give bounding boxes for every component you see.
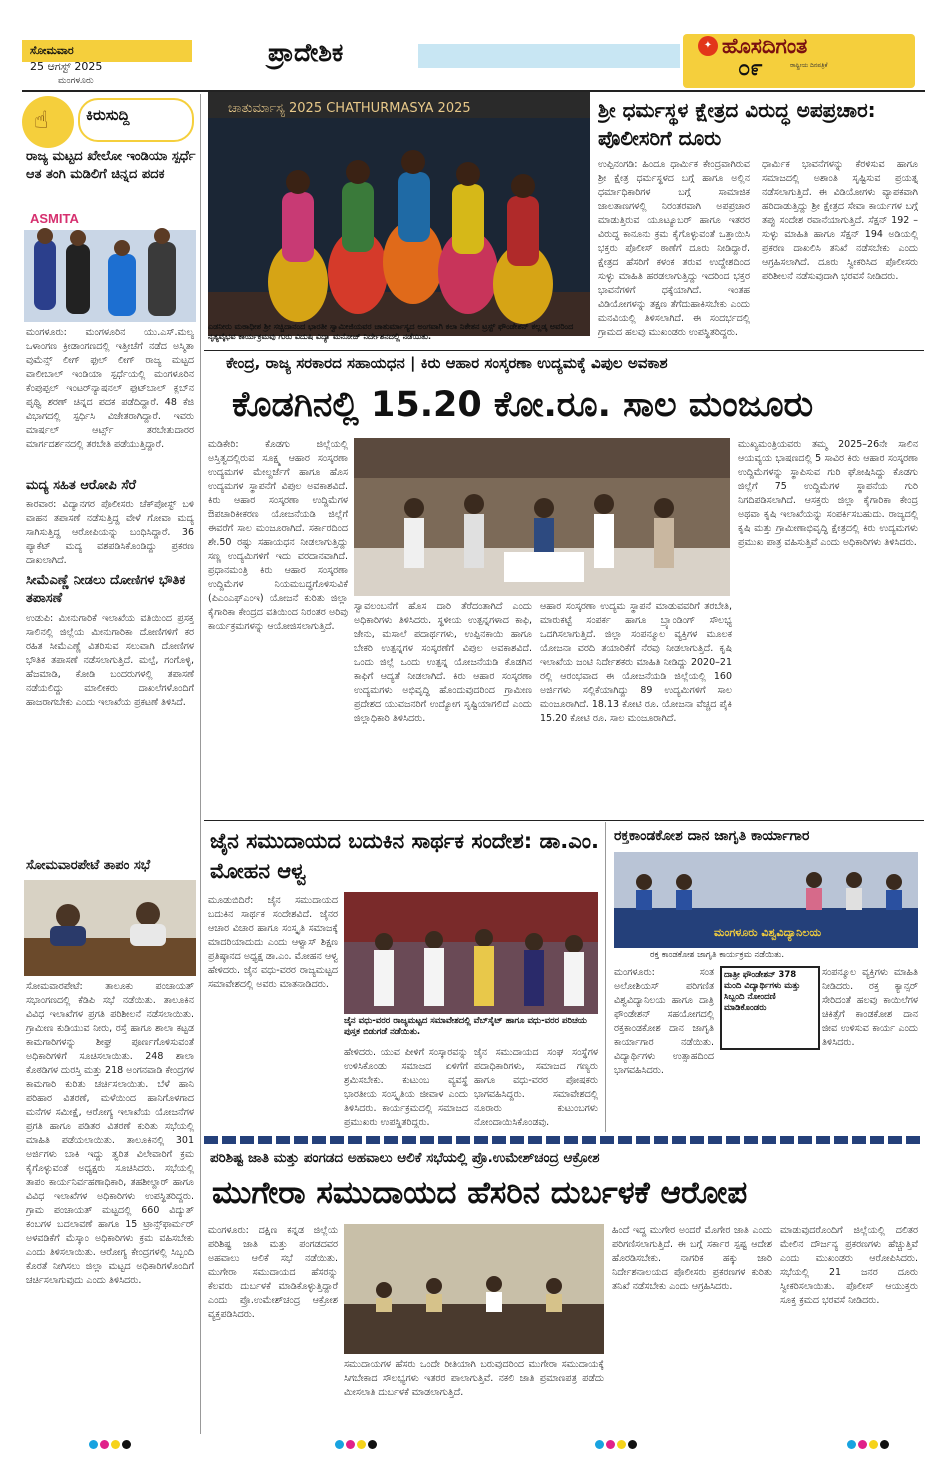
main-col2: ಸ್ವಾವಲಂಬನೆಗೆ ಹೊಸ ದಾರಿ ತೆರೆದಂತಾಗಿದೆ ಎಂದು ಅಧಿಕಾರಿಗಳು ತಿಳಿಸಿದರು. ಸ್ಥಳೀಯ ಉತ್ಪನ್ನಗಳಾದ ಕಾಫಿ, ಜೇನು, ಮಸಾಲೆ ಪದಾರ್ಥಗಳು, ಉಪ್ಪಿನಕಾಯಿ ಹಾಗೂ ಬೇಕರಿ ಉತ್ಪನ್ನಗಳ ಸಂಸ್ಕರಣೆಗೆ ವಿಪುಲ ಅವಕಾಶವಿದೆ. ಒಂದು ಜಿಲ್ಲೆ ಒಂದು ಉತ್ಪನ್ನ ಯೋಜನೆಯಡಿ ಕೊಡಗಿನ ಕಾಫಿಗೆ ಆದ್ಯತೆ ನೀಡಲಾಗಿದೆ. ಕಿರು ಆಹಾರ ಸಂಸ್ಕರಣಾ ಉದ್ಯಮಗಳು ಅಭಿವೃದ್ಧಿ ಹೊಂದುವುದರಿಂದ ಗ್ರಾಮೀಣ ಪ್ರದೇಶದ ಯುವಜನರಿಗೆ ಉದ್ಯೋಗ ಸೃಷ್ಟಿಯಾಗಲಿದೆ ಎಂದು ಜಿಲ್ಲಾಧಿಕಾರಿ ತಿಳಿಸಿದರು. <box>354 601 532 724</box>
registration-marks-right <box>846 1434 890 1453</box>
jain-col1: ಮೂಡುಬಿದಿರೆ: ಜೈನ ಸಮುದಾಯದ ಬದುಕಿನ ಸಾರ್ಥಕ ಸಂದೇಶವಿದೆ. ಜೈನರ ಆಚಾರ ವಿಚಾರ ಹಾಗೂ ಸಂಸ್ಕೃತಿ ಸಮಾಜಕ್ಕೆ ಮಾದರಿಯಾದುದು ಎಂದು ಆಳ್ವಾಸ್ ಶಿಕ್ಷಣ ಪ್ರತಿಷ್ಠಾನದ ಅಧ್ಯಕ್ಷ ಡಾ.ಎಂ. ಮೋಹನ ಆಳ್ವ ಹೇಳಿದರು. ಜೈನ ವಧು-ವರರ ರಾಜ್ಯಮಟ್ಟದ ಸಮಾವೇಶದಲ್ಲಿ ಅವರು ಮಾತನಾಡಿದರು. <box>208 895 338 990</box>
bottom-col2: ಸಮುದಾಯಗಳ ಹೆಸರು ಒಂದೇ ರೀತಿಯಾಗಿ ಬರುವುದರಿಂದ ಮುಗೇರಾ ಸಮುದಾಯಕ್ಕೆ ಸಿಗಬೇಕಾದ ಸೌಲಭ್ಯಗಳು ಇತರರ ಪಾಲಾಗುತ್ತಿವೆ. ನಕಲಿ ಜಾತಿ ಪ್ರಮಾಣಪತ್ರ ಪಡೆದು ಮೀಸಲಾತಿ ದುರ್ಬಳಕೆ ಮಾಡಲಾಗುತ್ತಿದೆ. <box>344 1359 604 1398</box>
main-headline: ಕೊಡಗಿನಲ್ಲಿ 15.20 ಕೋ.ರೂ. ಸಾಲ ಮಂಜೂರು <box>232 385 814 425</box>
main-col1: ಮಡಿಕೇರಿ: ಕೊಡಗು ಜಿಲ್ಲೆಯಲ್ಲಿ ಅಸ್ತಿತ್ವದಲ್ಲಿರುವ ಸೂಕ್ಷ್ಮ ಆಹಾರ ಸಂಸ್ಕರಣಾ ಉದ್ಯಮಗಳ ಮೇಲ್ದರ್ಜೆಗೆ ಹಾಗೂ ಹೊಸ ಉದ್ಯಮಗಳ ಸ್ಥಾಪನೆಗೆ ವಿಪುಲ ಅವಕಾಶವಿದೆ. ಕಿರು ಆಹಾರ ಸಂಸ್ಕರಣಾ ಉದ್ದಿಮೆಗಳ ಔಪಚಾರಿಕೀಕರಣ ಯೋಜನೆಯಡಿ ಜಿಲ್ಲೆಗೆ ಈವರೆಗೆ ಸಾಲ ಮಂಜೂರಾಗಿದೆ. ಸರ್ಕಾರದಿಂದ ಶೇ.50 ರಷ್ಟು ಸಹಾಯಧನ ನೀಡಲಾಗುತ್ತಿದ್ದು ಸಣ್ಣ ಉದ್ಯಮಿಗಳಿಗೆ ಇದು ವರದಾನವಾಗಿದೆ. ಪ್ರಧಾನಮಂತ್ರಿ ಕಿರು ಆಹಾರ ಸಂಸ್ಕರಣಾ ಉದ್ದಿಮೆಗಳ ನಿಯಮಬದ್ಧಗೊಳಿಸುವಿಕೆ (ಪಿಎಂಎಫ್‌ಎಂಇ) ಯೋಜನೆ ಕುರಿತು ಜಿಲ್ಲಾ ಕೈಗಾರಿಕಾ ಕೇಂದ್ರದ ವತಿಯಿಂದ ನಿರಂತರ ಅರಿವು ಕಾರ್ಯಕ್ರಮಗಳನ್ನು ಆಯೋಜಿಸಲಾಗುತ್ತಿದೆ. <box>208 439 348 632</box>
asmita-banner: ASMITA <box>30 211 79 226</box>
bottom-col4: ಮಾಡುವುದರೊಂದಿಗೆ ಜಿಲ್ಲೆಯಲ್ಲಿ ದಲಿತರ ಮೇಲಿನ ದೌರ್ಜನ್ಯ ಪ್ರಕರಣಗಳು ಹೆಚ್ಚುತ್ತಿವೆ ಎಂದು ಮುಖಂಡರು ಆರೋಪಿಸಿದರು. ಸಭೆಯಲ್ಲಿ 21 ಜನರ ದೂರು ಸ್ವೀಕರಿಸಲಾಯಿತು. ಪೊಲೀಸ್ ಆಯುಕ್ತರು ಸೂಕ್ತ ಕ್ರಮದ ಭರವಸೆ ನೀಡಿದರು. <box>780 1225 918 1306</box>
sports-photo-art <box>24 206 196 322</box>
pointing-hand-icon: ☝ <box>34 106 49 134</box>
jain-title: ಜೈನ ಸಮುದಾಯದ ಬದುಕಿನ ಸಾರ್ಥಕ ಸಂದೇಶ: ಡಾ.ಎಂ. ಮೋಹನ ಆಳ್ವ <box>210 829 599 883</box>
rule-2 <box>204 820 924 821</box>
col-divider-mid <box>605 822 606 1132</box>
rule-1 <box>204 350 924 351</box>
workshop-photo <box>614 852 918 948</box>
sc-st-meeting-photo <box>344 1224 604 1354</box>
page-number: ೦೯ <box>738 56 763 81</box>
brief-body-liquor: ಕಾರವಾರ: ವಿದ್ಯಾನಗರ ಪೊಲೀಸರು ಚೆಕ್‌ಪೋಸ್ಟ್ ಬಳಿ ವಾಹನ ತಪಾಸಣೆ ನಡೆಸುತ್ತಿದ್ದ ವೇಳೆ ಗೋವಾ ಮದ್ಯ ಸಾಗಿಸುತ್ತಿದ್ದ ಆರೋಪಿಯನ್ನು ಬಂಧಿಸಿದ್ದಾರೆ. 36 ಪ್ಯಾಕೆಟ್ ಮದ್ಯ ವಶಪಡಿಸಿಕೊಂಡಿದ್ದು ಪ್ರಕರಣ ದಾಖಲಾಗಿದೆ. <box>26 499 194 566</box>
workshop-photo-art <box>614 852 918 948</box>
dance-caption: ಎಡನೀರು ಮಠಾಧೀಶ ಶ್ರೀ ಸಚ್ಚಿದಾನಂದ ಭಾರತೀ ಸ್ವಾಮೀಜಿಯವರ ಚಾತುರ್ಮಾಸ್ಯದ ಅಂಗವಾಗಿ ಕಲಾ ನಿಕೇತನ ಟ್ರಸ್ಟ್ ಫೌಂಡೇಶನ್ ಕಲ್ಲಡ್ಕ ಅವರಿಂದ ನೃತ್ಯವೈಭವ ಕಾರ್ಯಕ್ರಮವು ಗುರು ವಿದುಷಿ ವಿದ್ಯಾ ಮನೋಜ್ ನಿರ್ದೇಶನದಲ್ಲಿ ನಡೆಯಿತು. <box>208 322 574 341</box>
registration-marks-left <box>88 1434 132 1453</box>
jain-photo-art <box>344 892 598 1014</box>
brief-title-liquor: ಮದ್ಯ ಸಹಿತ ಆರೋಪಿ ಸೆರೆ <box>26 478 137 493</box>
sc-st-meeting-photo-art <box>344 1224 604 1354</box>
dance-photo <box>208 92 590 336</box>
blood-title: ರಕ್ತಕಾಂಡಕೋಶ ದಾನ ಜಾಗೃತಿ ಕಾರ್ಯಾಗಾರ <box>614 828 810 844</box>
registration-marks-center <box>334 1434 378 1453</box>
meeting-photo <box>24 880 196 976</box>
jain-col2: ಹೇಳಿದರು. ಯುವ ಪೀಳಿಗೆ ಸಂಸ್ಕಾರವನ್ನು ಉಳಿಸಿಕೊಂಡು ಸಮಾಜದ ಏಳಿಗೆಗೆ ಶ್ರಮಿಸಬೇಕು. ಕುಟುಂಬ ವ್ಯವಸ್ಥೆ ಭಾರತೀಯ ಸಂಸ್ಕೃತಿಯ ಜೀವಾಳ ಎಂದು ತಿಳಿಸಿದರು. ಕಾರ್ಯಕ್ರಮದಲ್ಲಿ ಸಮಾಜದ ಪ್ರಮುಖರು ಉಪಸ್ಥಿತರಿದ್ದರು. <box>344 1047 468 1128</box>
bottom-stripe <box>204 1136 924 1144</box>
sidebar-brand: ಕಿರುಸುದ್ದಿ <box>86 106 130 124</box>
blood-caption: ರಕ್ತ ಕಾಂಡಕೋಶ ಜಾಗೃತಿ ಕಾರ್ಯಕ್ರಮ ನಡೆಯಿತು. <box>650 950 785 960</box>
issue-date: 25 ಆಗಸ್ಟ್ 2025 <box>30 60 103 73</box>
expo-photo-art <box>354 438 730 596</box>
main-kicker: ಕೇಂದ್ರ, ರಾಜ್ಯ ಸರಕಾರದ ಸಹಾಯಧನ | ಕಿರು ಆಹಾರ ಸಂಸ್ಕರಣಾ ಉದ್ಯಮಕ್ಕೆ ವಿಪುಲ ಅವಕಾಶ <box>226 354 668 372</box>
brief-title-kerosene: ಸೀಮೆಎಣ್ಣೆ ನೀಡಲು ದೋಣಿಗಳ ಭೌತಿಕ ತಪಾಸಣೆ <box>26 573 186 606</box>
blood-col3: ಸಂಪನ್ಮೂಲ ವ್ಯಕ್ತಿಗಳು ಮಾಹಿತಿ ನೀಡಿದರು. ರಕ್ತ ಕ್ಯಾನ್ಸರ್ ಸೇರಿದಂತೆ ಹಲವು ಕಾಯಿಲೆಗಳ ಚಿಕಿತ್ಸೆಗೆ ಕಾಂಡಕೋಶ ದಾನ ಜೀವ ಉಳಿಸುವ ಕಾರ್ಯ ಎಂದು ತಿಳಿಸಿದರು. <box>822 967 918 1048</box>
issue-city: ಮಂಗಳೂರು <box>58 76 94 86</box>
brief-body-games: ಮಂಗಳೂರು: ಮಂಗಳೂರಿನ ಯು.ಎಸ್.ಮಲ್ಯ ಒಳಾಂಗಣ ಕ್ರೀಡಾಂಗಣದಲ್ಲಿ ಇತ್ತೀಚೆಗೆ ನಡೆದ ಅಸ್ಮಿತಾ ವುಮೆನ್ಸ್ ಲೀಗ್ ಫುಲ್ ಲೀಗ್ ರಾಜ್ಯ ಮಟ್ಟದ ವಾಲೀಬಾಲ್ ಇಂಡಿಯಾ ಸ್ಪರ್ಧೆಯಲ್ಲಿ ಮಂಗಳೂರಿನ ಕೆಂಪುಪ್ಪಲ್ ಇಂಟರ್‌ನ್ಯಾಷನಲ್ ಫುಟ್‌ಬಾಲ್ ಕ್ಲಬ್‌ನ ಪೃಥ್ವಿ ಶರಣ್ ಚಿನ್ನದ ಪದಕ ಪಡೆದಿದ್ದಾರೆ. 48 ಕೆಜಿ ವಿಭಾಗದಲ್ಲಿ ಸ್ಪರ್ಧಿಸಿ ವಿಜೇತರಾಗಿದ್ದಾರೆ. ಇವರು ಮಾರ್ಷಲ್ ಆರ್ಟ್ಸ್ ತರಬೇತುದಾರರ ಮಾರ್ಗದರ್ಶನದಲ್ಲಿ ತರಬೇತಿ ಪಡೆಯುತ್ತಿದ್ದಾರೆ. <box>26 327 194 450</box>
issue-day: ಸೋಮವಾರ <box>30 44 74 57</box>
bottom-col1: ಮಂಗಳೂರು: ದಕ್ಷಿಣ ಕನ್ನಡ ಜಿಲ್ಲೆಯ ಪರಿಶಿಷ್ಟ ಜಾತಿ ಮತ್ತು ಪಂಗಡದವರ ಅಹವಾಲು ಆಲಿಕೆ ಸಭೆ ನಡೆಯಿತು. ಮುಗೇರಾ ಸಮುದಾಯದ ಹೆಸರನ್ನು ಕೆಲವರು ದುರ್ಬಳಕೆ ಮಾಡಿಕೊಳ್ಳುತ್ತಿದ್ದಾರೆ ಎಂದು ಪ್ರೊ.ಉಮೇಶ್‌ಚಂದ್ರ ಆಕ್ರೋಶ ವ್ಯಕ್ತಪಡಿಸಿದರು. <box>208 1225 338 1320</box>
bottom-col3: ಹಿಂದೆ ಇದ್ದ ಮುಗೇರ ಅಂದರೆ ಮೊಗೇರ ಜಾತಿ ಎಂದು ಪರಿಗಣಿಸಲಾಗುತ್ತಿದೆ. ಈ ಬಗ್ಗೆ ಸರ್ಕಾರ ಸ್ಪಷ್ಟ ಆದೇಶ ಹೊರಡಿಸಬೇಕು. ನಾಗರಿಕ ಹಕ್ಕು ಜಾರಿ ನಿರ್ದೇಶನಾಲಯದ ಪೊಲೀಸರು ಪ್ರಕರಣಗಳ ಕುರಿತು ತನಿಖೆ ನಡೆಸಬೇಕು ಎಂದು ಆಗ್ರಹಿಸಿದರು. <box>612 1225 772 1292</box>
blood-highlight: ದಾತ್ರೀ ಫೌಂಡೇಶನ್ 378 ಮಂದಿ ವಿದ್ಯಾರ್ಥಿಗಳು ಮತ್ತು ಸಿಬ್ಬಂದಿ ನೋಂದಣಿ ಮಾಡಿಕೊಂಡರು <box>724 970 801 1013</box>
dharmasthala-col1: ಉಪ್ಪಿನಂಗಡಿ: ಹಿಂದೂ ಧಾರ್ಮಿಕ ಕೇಂದ್ರವಾಗಿರುವ ಶ್ರೀ ಕ್ಷೇತ್ರ ಧರ್ಮಸ್ಥಳದ ಬಗ್ಗೆ ಹಾಗೂ ಅಲ್ಲಿನ ಧರ್ಮಾಧಿಕಾರಿಗಳ ಬಗ್ಗೆ ಸಾಮಾಜಿಕ ಜಾಲತಾಣಗಳಲ್ಲಿ ನಿರಂತರವಾಗಿ ಅಪಪ್ರಚಾರ ಮಾಡುತ್ತಿರುವ ಯೂಟ್ಯೂಬರ್ ಹಾಗೂ ಇತರರ ವಿರುದ್ಧ ಕಾನೂನು ಕ್ರಮ ಕೈಗೊಳ್ಳುವಂತೆ ಒತ್ತಾಯಿಸಿ ಭಕ್ತರು ಪೊಲೀಸ್ ಠಾಣೆಗೆ ದೂರು ನೀಡಿದ್ದಾರೆ. ಕ್ಷೇತ್ರದ ಹೆಸರಿಗೆ ಕಳಂಕ ತರುವ ಉದ್ದೇಶದಿಂದ ಸುಳ್ಳು ಮಾಹಿತಿ ಹರಡಲಾಗುತ್ತಿದ್ದು ಇದರಿಂದ ಭಕ್ತರ ಭಾವನೆಗಳಿಗೆ ಧಕ್ಕೆಯಾಗಿದೆ. ಇಂತಹ ವಿಡಿಯೋಗಳನ್ನು ತಕ್ಷಣ ತೆಗೆದುಹಾಕಿಸಬೇಕು ಎಂದು ಮನವಿಯಲ್ಲಿ ತಿಳಿಸಲಾಗಿದೆ. ಈ ಸಂದರ್ಭದಲ್ಲಿ ಗ್ರಾಮದ ಹಲವು ಮುಖಂಡರು ಉಪಸ್ಥಿತರಿದ್ದರು. <box>598 159 750 338</box>
brand-logo: ✦ <box>698 36 718 56</box>
sidebar-divider <box>200 94 201 1434</box>
brand-tagline: ರಾಷ್ಟ್ರೀಯ ದಿನಪತ್ರಿಕೆ <box>790 62 828 69</box>
dharmasthala-col2: ಧಾರ್ಮಿಕ ಭಾವನೆಗಳನ್ನು ಕೆರಳಿಸುವ ಹಾಗೂ ಸಮಾಜದಲ್ಲಿ ಅಶಾಂತಿ ಸೃಷ್ಟಿಸುವ ಪ್ರಯತ್ನ ನಡೆಸಲಾಗುತ್ತಿದೆ. ಈ ವಿಡಿಯೋಗಳು ವ್ಯಾಪಕವಾಗಿ ಹರಿದಾಡುತ್ತಿದ್ದು ಶ್ರೀ ಕ್ಷೇತ್ರದ ಸೇವಾ ಕಾರ್ಯಗಳ ಬಗ್ಗೆ ತಪ್ಪು ಸಂದೇಶ ರವಾನೆಯಾಗುತ್ತಿದೆ. ಸೆಕ್ಷನ್ 192 – ಸುಳ್ಳು ಮಾಹಿತಿ ಹಾಗೂ ಸೆಕ್ಷನ್ 194 ಅಡಿಯಲ್ಲಿ ಪ್ರಕರಣ ದಾಖಲಿಸಿ ತನಿಖೆ ನಡೆಸಬೇಕು ಎಂದು ಆಗ್ರಹಿಸಲಾಗಿದೆ. ದೂರು ಸ್ವೀಕರಿಸಿದ ಪೊಲೀಸರು ಪರಿಶೀಲನೆ ನಡೆಸುವುದಾಗಿ ಭರವಸೆ ನೀಡಿದರು. <box>762 159 918 282</box>
brief-title-meeting: ಸೋಮವಾರಪೇಟೆ ತಾಪಂ ಸಭೆ <box>26 858 151 873</box>
dance-photo-art <box>208 92 590 336</box>
header-blue-band <box>418 44 680 68</box>
main-col4: ಮುಖ್ಯಮಂತ್ರಿಯವರು ತಮ್ಮ 2025–26ನೇ ಸಾಲಿನ ಆಯವ್ಯಯ ಭಾಷಣದಲ್ಲಿ 5 ಸಾವಿರ ಕಿರು ಆಹಾರ ಸಂಸ್ಕರಣಾ ಉದ್ದಿಮೆಗಳನ್ನು ಸ್ಥಾಪಿಸುವ ಗುರಿ ಘೋಷಿಸಿದ್ದು ಕೊಡಗು ಜಿಲ್ಲೆಗೆ 75 ಉದ್ದಿಮೆಗಳ ಸ್ಥಾಪನೆಯ ಗುರಿ ನಿಗದಿಪಡಿಸಲಾಗಿದೆ. ಆಸಕ್ತರು ಜಿಲ್ಲಾ ಕೈಗಾರಿಕಾ ಕೇಂದ್ರ ಅಥವಾ ಕೃಷಿ ಇಲಾಖೆಯನ್ನು ಸಂಪರ್ಕಿಸಬಹುದು. ರಾಜ್ಯದಲ್ಲಿ ಕೃಷಿ ಮತ್ತು ಗ್ರಾಮೀಣಾಭಿವೃದ್ಧಿ ಕ್ಷೇತ್ರದಲ್ಲಿ ಕಿರು ಉದ್ಯಮಗಳು ಪ್ರಮುಖ ಪಾತ್ರ ವಹಿಸುತ್ತಿವೆ ಎಂದು ಅಧಿಕಾರಿಗಳು ತಿಳಿಸಿದರು. <box>738 439 918 548</box>
jain-col3: ಜೈನ ಸಮುದಾಯದ ಸಂಘ ಸಂಸ್ಥೆಗಳ ಪದಾಧಿಕಾರಿಗಳು, ಸಮಾಜದ ಗಣ್ಯರು ಹಾಗೂ ವಧು-ವರರ ಪೋಷಕರು ಭಾಗವಹಿಸಿದ್ದರು. ಸಮಾವೇಶದಲ್ಲಿ ನೂರಾರು ಕುಟುಂಬಗಳು ನೋಂದಾಯಿಸಿಕೊಂಡವು. <box>474 1047 598 1128</box>
blood-col1: ಮಂಗಳೂರು: ಸಂತ ಅಲೋಶಿಯಸ್ ಪರಿಗಣಿತ ವಿಶ್ವವಿದ್ಯಾನಿಲಯ ಹಾಗೂ ದಾತ್ರಿ ಫೌಂಡೇಶನ್ ಸಹಯೋಗದಲ್ಲಿ ರಕ್ತಕಾಂಡಕೋಶ ದಾನ ಜಾಗೃತಿ ಕಾರ್ಯಾಗಾರ ನಡೆಯಿತು. ವಿದ್ಯಾರ್ಥಿಗಳು ಉತ್ಸಾಹದಿಂದ ಭಾಗವಹಿಸಿದರು. <box>614 967 714 1076</box>
brief-body-meeting: ಸೋಮವಾರಪೇಟೆ: ತಾಲೂಕು ಪಂಚಾಯತ್ ಸಭಾಂಗಣದಲ್ಲಿ ಕೆಡಿಪಿ ಸಭೆ ನಡೆಯಿತು. ತಾಲೂಕಿನ ವಿವಿಧ ಇಲಾಖೆಗಳ ಪ್ರಗತಿ ಪರಿಶೀಲನೆ ನಡೆಸಲಾಯಿತು. ಗ್ರಾಮೀಣ ಕುಡಿಯುವ ನೀರು, ರಸ್ತೆ ಹಾಗೂ ಶಾಲಾ ಕಟ್ಟಡ ಕಾಮಗಾರಿಗಳನ್ನು ಶೀಘ್ರ ಪೂರ್ಣಗೊಳಿಸುವಂತೆ ಅಧಿಕಾರಿಗಳಿಗೆ ಸೂಚಿಸಲಾಯಿತು. 248 ಶಾಲಾ ಕೊಠಡಿಗಳ ದುರಸ್ತಿ ಮತ್ತು 218 ಅಂಗನವಾಡಿ ಕೇಂದ್ರಗಳ ಕಾಮಗಾರಿ ಕುರಿತು ಚರ್ಚಿಸಲಾಯಿತು. ಬೆಳೆ ಹಾನಿ ಪರಿಹಾರ ವಿತರಣೆ, ಮಳೆಯಿಂದ ಹಾನಿಗೊಳಗಾದ ಮನೆಗಳ ಸಮೀಕ್ಷೆ, ಆರೋಗ್ಯ ಇಲಾಖೆಯ ಯೋಜನೆಗಳ ಪ್ರಗತಿ ಹಾಗೂ ಪಡಿತರ ವಿತರಣೆ ಕುರಿತು ಸಭೆಯಲ್ಲಿ ಮಾಹಿತಿ ಪಡೆಯಲಾಯಿತು. ತಾಲೂಕಿನಲ್ಲಿ 301 ಅರ್ಜಿಗಳು ಬಾಕಿ ಇದ್ದು ತ್ವರಿತ ವಿಲೇವಾರಿಗೆ ಕ್ರಮ ಕೈಗೊಳ್ಳುವಂತೆ ಅಧ್ಯಕ್ಷರು ಸೂಚಿಸಿದರು. ಸಭೆಯಲ್ಲಿ ತಾಪಂ ಕಾರ್ಯನಿರ್ವಹಣಾಧಿಕಾರಿ, ತಹಶೀಲ್ದಾರ್ ಹಾಗೂ ವಿವಿಧ ಇಲಾಖೆಗಳ ಅಧಿಕಾರಿಗಳು ಉಪಸ್ಥಿತರಿದ್ದರು. ಗ್ರಾಮ ಪಂಚಾಯತ್ ಮಟ್ಟದಲ್ಲಿ 660 ವಿದ್ಯುತ್ ಕಂಬಗಳ ಬದಲಾವಣೆ ಹಾಗೂ 15 ಟ್ರಾನ್ಸ್‌ಫಾರ್ಮರ್ ಅಳವಡಿಕೆಗೆ ಮೆಸ್ಕಾಂ ಅಧಿಕಾರಿಗಳು ಕ್ರಮ ವಹಿಸಬೇಕು ಎಂದು ತಿಳಿಸಲಾಯಿತು. ಆರೋಗ್ಯ ಕೇಂದ್ರಗಳಲ್ಲಿ ಸಿಬ್ಬಂದಿ ಕೊರತೆ ನೀಗಿಸಲು ಜಿಲ್ಲಾ ಮಟ್ಟದ ಅಧಿಕಾರಿಗಳೊಂದಿಗೆ ಚರ್ಚಿಸಲಾಗುವುದು ಎಂದು ತಿಳಿಸಿದರು. <box>26 981 194 1286</box>
bottom-headline: ಮುಗೇರಾ ಸಮುದಾಯದ ಹೆಸರಿನ ದುರ್ಬಳಕೆ ಆರೋಪ <box>212 1175 748 1211</box>
brand-name: ಹೊಸದಿಗಂತ <box>722 34 808 58</box>
expo-photo <box>354 438 730 596</box>
brief-body-kerosene: ಉಡುಪಿ: ಮೀನುಗಾರಿಕೆ ಇಲಾಖೆಯ ವತಿಯಿಂದ ಪ್ರಸಕ್ತ ಸಾಲಿನಲ್ಲಿ ಜಿಲ್ಲೆಯ ಮೀನುಗಾರಿಕಾ ದೋಣಿಗಳಿಗೆ ಕರ ರಹಿತ ಸೀಮೆಎಣ್ಣೆ ವಿತರಿಸುವ ಸಲುವಾಗಿ ದೋಣಿಗಳ ಭೌತಿಕ ತಪಾಸಣೆ ನಡೆಸಲಾಗುತ್ತಿದೆ. ಮಲ್ಪೆ, ಗಂಗೊಳ್ಳಿ, ಹೆಜಮಾಡಿ, ಕೋಡಿ ಬಂದರುಗಳಲ್ಲಿ ತಪಾಸಣೆ ನಡೆಯಲಿದ್ದು ಮಾಲೀಕರು ದಾಖಲೆಗಳೊಂದಿಗೆ ಹಾಜರಾಗಬೇಕು ಎಂದು ಇಲಾಖೆಯ ಪ್ರಕಟಣೆ ತಿಳಿಸಿದೆ. <box>26 613 194 708</box>
registration-marks-mid <box>594 1434 638 1453</box>
page-title: ಪ್ರಾದೇಶಿಕ <box>268 38 344 67</box>
bottom-kicker: ಪರಿಶಿಷ್ಟ ಜಾತಿ ಮತ್ತು ಪಂಗಡದ ಅಹವಾಲು ಆಲಿಕೆ ಸಭೆಯಲ್ಲಿ ಪ್ರೊ.ಉಮೇಶ್‌ಚಂದ್ರ ಆಕ್ರೋಶ <box>210 1150 600 1166</box>
main-col3: ಆಹಾರ ಸಂಸ್ಕರಣಾ ಉದ್ಯಮ ಸ್ಥಾಪನೆ ಮಾಡುವವರಿಗೆ ತರಬೇತಿ, ಮಾರುಕಟ್ಟೆ ಸಂಪರ್ಕ ಹಾಗೂ ಬ್ರ್ಯಾಂಡಿಂಗ್ ಸೌಲಭ್ಯ ಒದಗಿಸಲಾಗುತ್ತಿದೆ. ಜಿಲ್ಲಾ ಸಂಪನ್ಮೂಲ ವ್ಯಕ್ತಿಗಳ ಮೂಲಕ ಯೋಜನಾ ವರದಿ ತಯಾರಿಕೆಗೆ ನೆರವು ನೀಡಲಾಗುತ್ತಿದೆ. ಕೃಷಿ ಇಲಾಖೆಯ ಜಂಟಿ ನಿರ್ದೇಶಕರು ಮಾಹಿತಿ ನೀಡಿದ್ದು 2020–21 ರಲ್ಲಿ ಆರಂಭವಾದ ಈ ಯೋಜನೆಯಡಿ ಜಿಲ್ಲೆಯಲ್ಲಿ 160 ಅರ್ಜಿಗಳು ಸಲ್ಲಿಕೆಯಾಗಿದ್ದು 89 ಉದ್ಯಮಿಗಳಿಗೆ ಸಾಲ ಮಂಜೂರಾಗಿದೆ. 18.13 ಕೋಟಿ ರೂ. ಯೋಜನಾ ವೆಚ್ಚದ ಪೈಕಿ 15.20 ಕೋಟಿ ರೂ. ಸಾಲ ಮಂಜೂರಾಗಿದೆ. <box>540 601 732 724</box>
workshop-banner: ಮಂಗಳೂರು ವಿಶ್ವವಿದ್ಯಾನಿಲಯ <box>714 926 822 939</box>
dance-banner: ಚಾತುರ್ಮಾಸ್ಯ 2025 CHATHURMASYA 2025 <box>228 101 471 116</box>
brief-title-games: ರಾಜ್ಯ ಮಟ್ಟದ ಖೇಲೋ ಇಂಡಿಯಾ ಸ್ಪರ್ಧೆ ಆತ ತಂಗಿ ಮಡಿಲಿಗೆ ಚಿನ್ನದ ಪದಕ <box>26 149 196 182</box>
sports-photo <box>24 206 196 322</box>
meeting-photo-art <box>24 880 196 976</box>
dharmasthala-title: ಶ್ರೀ ಧರ್ಮಸ್ಥಳ ಕ್ಷೇತ್ರದ ವಿರುದ್ಧ ಅಪಪ್ರಚಾರ: ಪೊಲೀಸರಿಗೆ ದೂರು <box>598 98 876 150</box>
jain-photo <box>344 892 598 1014</box>
jain-caption: ಜೈನ ವಧು-ವರರ ರಾಜ್ಯಮಟ್ಟದ ಸಮಾವೇಶದಲ್ಲಿ ವೆಬ್‌ಸೈಟ್ ಹಾಗೂ ವಧು-ವರರ ಪರಿಚಯ ಪುಸ್ತಕ ಬಿಡುಗಡೆ ನಡೆಯಿತು. <box>344 1016 587 1037</box>
